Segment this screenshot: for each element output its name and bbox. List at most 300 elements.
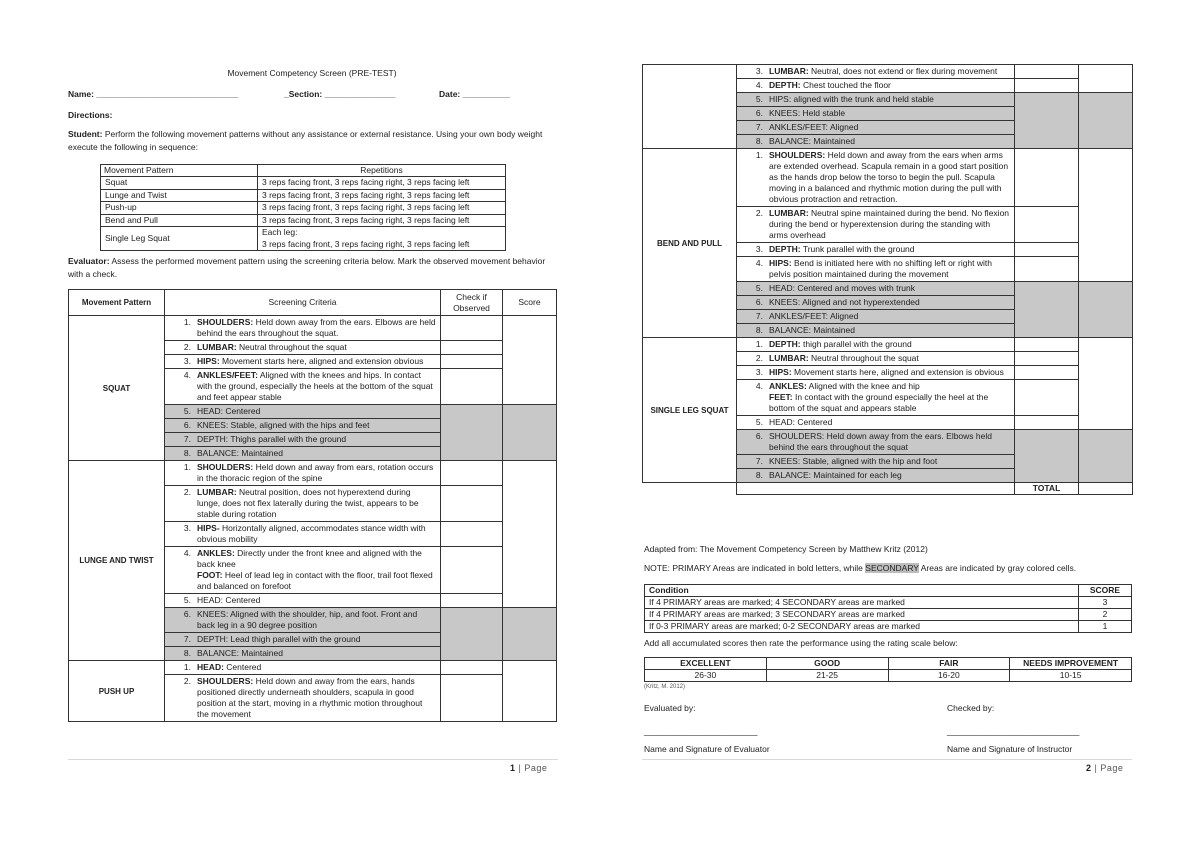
criterion-item: [169, 595, 436, 606]
movement-pattern-label: PUSH UP: [69, 661, 165, 722]
page-word: Page: [524, 763, 548, 773]
crit-header-check: Check if Observed: [441, 290, 503, 316]
criterion-primary-label: ANKLES/FEET:: [197, 370, 258, 380]
note-suffix: Areas are indicated by gray colored cells.: [918, 563, 1077, 573]
table-row: [645, 597, 1132, 609]
criterion-item: [169, 487, 436, 520]
table-row: [101, 202, 506, 215]
criterion-item: [741, 297, 1010, 308]
name-field-label: Name: ______________________________: [68, 89, 239, 99]
criterion-description: Aligned with the knees and hips. In contact with the ground, especially the heels at the bottom of the squat and feet appear stable: [197, 370, 433, 402]
condition-score-table: [644, 584, 1132, 633]
criterion-primary-label: ANKLES:: [197, 548, 235, 558]
check-cell[interactable]: [1015, 338, 1079, 352]
criterion-item: [741, 470, 1010, 481]
criterion-number: 7.: [755, 456, 763, 466]
criterion-number: 4.: [183, 548, 191, 558]
criterion-text: [769, 367, 1010, 378]
criterion-description: HIPS: aligned with the trunk and held stable: [769, 94, 934, 104]
movement-pattern-label: BEND AND PULL: [643, 149, 737, 338]
score-cell[interactable]: [1079, 430, 1133, 483]
total-score-cell: [1079, 483, 1133, 495]
movement-pattern-label: [643, 65, 737, 149]
criterion-item: [741, 339, 1010, 350]
condition-cell: If 4 PRIMARY areas are marked; 4 SECONDARY areas are marked: [645, 597, 1079, 609]
criterion-item: [741, 381, 1010, 392]
criterion-text: [769, 258, 1010, 280]
rating-fair: FAIR: [888, 658, 1010, 670]
criterion-primary-label: SHOULDERS:: [197, 317, 254, 327]
criterion-item: [741, 367, 1010, 378]
rep-value: 3 reps facing front, 3 reps facing right, 3 reps facing left: [258, 189, 506, 202]
check-cell[interactable]: [1015, 243, 1079, 257]
criterion-primary-label: DEPTH:: [769, 80, 801, 90]
criterion-primary-label: ANKLES:: [769, 381, 807, 391]
criterion-description: KNEES: Stable, aligned with the hip and foot: [769, 456, 938, 466]
check-cell[interactable]: [441, 486, 503, 522]
criterion-description: BALANCE: Maintained: [769, 325, 855, 335]
check-cell[interactable]: [1015, 149, 1079, 207]
screening-table-page1: [68, 289, 557, 722]
criterion-text: [769, 353, 1010, 364]
criterion-item: [169, 548, 436, 570]
criterion-description: Neutral throughout the squat: [808, 353, 919, 363]
single-leg-squat-section: [643, 338, 1133, 483]
score-cell[interactable]: [1079, 282, 1133, 338]
criterion-description: KNEES: Stable, aligned with the hips and feet: [197, 420, 370, 430]
check-cell[interactable]: [441, 594, 503, 608]
score-cell[interactable]: [503, 316, 557, 405]
criterion-description: Bend is initiated here with no shifting left or right with pelvis position maintained during the movement: [769, 258, 992, 279]
criterion-text: [769, 431, 1010, 453]
criterion-primary-label: HIPS:: [769, 258, 792, 268]
criterion-item: [741, 431, 1010, 453]
score-cell[interactable]: [503, 661, 557, 722]
criterion-number: 1.: [755, 150, 763, 160]
check-cell[interactable]: [1015, 257, 1079, 282]
check-cell[interactable]: [1015, 416, 1079, 430]
criterion-number: 3.: [183, 523, 191, 533]
rep-value: 3 reps facing front, 3 reps facing right, 3 reps facing left: [258, 214, 506, 227]
criterion-primary-label: LUMBAR:: [197, 342, 237, 352]
evaluator-instructions: [68, 255, 548, 281]
criterion-description: BALANCE: Maintained: [197, 448, 283, 458]
criterion-primary-label: DEPTH:: [769, 339, 801, 349]
pushup-continued-section: [643, 65, 1133, 149]
criterion-description: Chest touched the floor: [800, 80, 891, 90]
criterion-primary-label: SHOULDERS:: [197, 462, 254, 472]
criterion-number: 6.: [755, 108, 763, 118]
criterion-item: [741, 244, 1010, 255]
crit-header-score: Score: [503, 290, 557, 316]
criterion-item: [169, 317, 436, 339]
criterion-description: Aligned with the knee and hip: [806, 381, 920, 391]
rating-range: 26-30: [645, 670, 767, 682]
criterion-item: [169, 609, 436, 631]
score-cell: 1: [1079, 621, 1132, 633]
criterion-number: 2.: [755, 208, 763, 218]
table-row: [101, 189, 506, 202]
criterion-primary-label: DEPTH:: [769, 244, 801, 254]
criterion-text: [769, 108, 1010, 119]
check-cell[interactable]: [1015, 282, 1079, 338]
criterion-description: Neutral, does not extend or flex during movement: [808, 66, 998, 76]
criterion-text: [769, 381, 1010, 392]
criterion-number: 3.: [755, 66, 763, 76]
check-cell[interactable]: [441, 547, 503, 594]
criterion-number: 4.: [755, 80, 763, 90]
rep-value: 3 reps facing front, 3 reps facing right, 3 reps facing left: [258, 202, 506, 215]
score-cell[interactable]: [1079, 93, 1133, 149]
rating-range: 10-15: [1010, 670, 1132, 682]
criterion-item: [741, 283, 1010, 294]
criterion-number: 8.: [755, 325, 763, 335]
criterion-text: [769, 470, 1010, 481]
criterion-text: [769, 150, 1010, 205]
criterion-description: Movement starts here, aligned and extension is obvious: [791, 367, 1004, 377]
criterion-number: 2.: [755, 353, 763, 363]
repetitions-table: [100, 164, 506, 251]
add-scores-instruction: Add all accumulated scores then rate the performance using the rating scale below:: [644, 638, 958, 648]
lunge-section: [69, 461, 557, 661]
criterion-item: [169, 406, 436, 417]
page-number: 2 | Page: [1086, 763, 1124, 773]
criterion-text: [769, 66, 1010, 77]
criterion-description: Trunk parallel with the ground: [800, 244, 915, 254]
criterion-item: [741, 311, 1010, 322]
criterion-text: [197, 595, 436, 606]
criterion-description: BALANCE: Maintained: [769, 136, 855, 146]
criterion-number: 3.: [183, 356, 191, 366]
rating-needs-improvement: NEEDS IMPROVEMENT: [1010, 658, 1132, 670]
criterion-number: 7.: [755, 122, 763, 132]
criterion-number: [741, 392, 769, 414]
criterion-text: [197, 548, 436, 570]
criterion-text: [197, 662, 436, 673]
criterion-item: [741, 392, 1010, 414]
criterion-description: Neutral throughout the squat: [236, 342, 347, 352]
criterion-text: [197, 609, 436, 631]
check-cell[interactable]: [441, 369, 503, 405]
criterion-description: DEPTH: Lead thigh parallel with the ground: [197, 634, 361, 644]
criterion-number: 5.: [755, 283, 763, 293]
rating-excellent: EXCELLENT: [645, 658, 767, 670]
criterion-item: [741, 353, 1010, 364]
table-row: [101, 227, 506, 251]
criterion-text: [769, 244, 1010, 255]
criterion-primary-label: LUMBAR:: [769, 353, 809, 363]
criterion-number: 2.: [183, 676, 191, 686]
criterion-primary-label: HIPS:: [769, 367, 792, 377]
condition-cell: If 4 PRIMARY areas are marked; 3 SECONDARY areas are marked: [645, 609, 1079, 621]
criterion-text: [197, 462, 436, 484]
score-cell[interactable]: [503, 461, 557, 608]
criterion-item: [169, 648, 436, 659]
score-cell[interactable]: [503, 405, 557, 461]
check-cell[interactable]: [1015, 430, 1079, 483]
note-primary: PRIMARY: [672, 563, 711, 573]
criterion-item: [741, 258, 1010, 280]
criterion-number: 5.: [183, 595, 191, 605]
criterion-item: [741, 136, 1010, 147]
criterion-item: [741, 108, 1010, 119]
criterion-text: [769, 94, 1010, 105]
criterion-number: 4.: [755, 258, 763, 268]
criterion-primary-label: SHOULDERS:: [769, 150, 826, 160]
criterion-text: [769, 392, 1010, 414]
evaluated-by-label: Evaluated by:: [644, 703, 696, 713]
crit-header-criteria: Screening Criteria: [165, 290, 441, 316]
instructor-signature-caption: Name and Signature of Instructor: [947, 744, 1073, 754]
check-cell[interactable]: [441, 661, 503, 675]
criterion-number: 7.: [183, 634, 191, 644]
table-row: [645, 609, 1132, 621]
criterion-number: 5.: [755, 94, 763, 104]
condition-cell: If 0-3 PRIMARY areas are marked; 0-2 SECONDARY areas are marked: [645, 621, 1079, 633]
criterion-item: [169, 434, 436, 445]
criterion-description: KNEES: Held stable: [769, 108, 846, 118]
criterion-primary-label: HEAD:: [197, 662, 224, 672]
check-cell[interactable]: [1015, 79, 1079, 93]
criterion-number: 8.: [183, 648, 191, 658]
student-label: Student:: [68, 129, 103, 139]
criterion-text: [197, 448, 436, 459]
rep-value-line: Each leg:: [262, 227, 298, 237]
criterion-primary-label: HIPS-: [197, 523, 220, 533]
criterion-number: 8.: [183, 448, 191, 458]
criterion-text: [769, 325, 1010, 336]
criterion-text: [197, 406, 436, 417]
rating-range: 16-20: [888, 670, 1010, 682]
criterion-text: [769, 417, 1010, 428]
criterion-number: 4.: [183, 370, 191, 380]
check-cell[interactable]: [441, 341, 503, 355]
criterion-text: [197, 342, 436, 353]
criterion-description: KNEES: Aligned with the shoulder, hip, and foot. Front and back leg in a 90 degree position: [197, 609, 418, 630]
criterion-number: 8.: [755, 470, 763, 480]
criterion-description: Neutral spine maintained during the bend. No flexion during the bend or hyperextension during the standing with arms overhead: [769, 208, 1010, 240]
criterion-number: 5.: [183, 406, 191, 416]
check-cell[interactable]: [441, 608, 503, 661]
date-field-label: Date: __________: [439, 89, 510, 99]
criterion-text: [197, 634, 436, 645]
criterion-text: [197, 648, 436, 659]
criterion-item: [169, 523, 436, 545]
score-cell[interactable]: [503, 608, 557, 661]
screening-table-page2: [642, 64, 1133, 495]
check-cell[interactable]: [1015, 207, 1079, 243]
criterion-text: [197, 676, 436, 720]
criterion-text: [769, 297, 1010, 308]
note-text: [644, 563, 1076, 573]
criterion-description: HEAD: Centered and moves with trunk: [769, 283, 915, 293]
condition-header: Condition: [645, 585, 1079, 597]
page-number: 1 | Page: [510, 763, 548, 773]
criterion-primary-label: LUMBAR:: [769, 208, 809, 218]
criterion-item: [741, 94, 1010, 105]
criterion-description: thigh parallel with the ground: [800, 339, 912, 349]
criterion-number: 6.: [755, 431, 763, 441]
criterion-item: [169, 370, 436, 403]
criterion-number: 7.: [755, 311, 763, 321]
criterion-item: [169, 448, 436, 459]
criterion-number: 5.: [755, 417, 763, 427]
bend-pull-section: [643, 149, 1133, 338]
section-field-label: _Section: _______________: [284, 89, 396, 99]
score-cell: 2: [1079, 609, 1132, 621]
rep-value: [258, 227, 506, 251]
table-row: [101, 214, 506, 227]
criterion-description: DEPTH: Thighs parallel with the ground: [197, 434, 347, 444]
instructor-signature-line: ____________________________: [947, 726, 1080, 736]
criterion-primary-label: LUMBAR:: [769, 66, 809, 76]
rating-source: (Kritz, M. 2012): [644, 684, 686, 690]
movement-pattern-label: SINGLE LEG SQUAT: [643, 338, 737, 483]
check-cell[interactable]: [441, 316, 503, 341]
check-cell[interactable]: [1015, 93, 1079, 149]
check-cell[interactable]: [1015, 65, 1079, 79]
score-cell[interactable]: [1079, 149, 1133, 282]
criterion-description: KNEES: Aligned and not hyperextended: [769, 297, 920, 307]
criterion-description: SHOULDERS: Held down away from the ears. Elbows held behind the ears throughout the squat: [769, 431, 992, 452]
criterion-text: [769, 122, 1010, 133]
check-cell[interactable]: [441, 522, 503, 547]
check-cell[interactable]: [1015, 352, 1079, 366]
check-cell[interactable]: [441, 405, 503, 461]
criterion-item: [169, 342, 436, 353]
criterion-description: Heel of lead leg in contact with the floor, trail foot flexed and balanced on forefoot: [197, 570, 433, 591]
footer-divider: [642, 759, 1132, 760]
criterion-text: [769, 339, 1010, 350]
criterion-primary-label: SHOULDERS:: [197, 676, 254, 686]
criterion-primary-label: FEET:: [769, 392, 793, 402]
criterion-description: Held down and away from ears, rotation occurs in the thoracic region of the spine: [197, 462, 434, 483]
score-header: SCORE: [1079, 585, 1132, 597]
criterion-description: Directly under the front knee and aligned with the back knee: [197, 548, 422, 569]
rating-scale-table: [644, 657, 1132, 682]
criterion-description: HEAD: Centered: [197, 595, 261, 605]
criterion-number: 6.: [183, 609, 191, 619]
rep-header-pattern: Movement Pattern: [101, 165, 258, 177]
directions-label: Directions:: [68, 110, 113, 120]
criterion-number: 8.: [755, 136, 763, 146]
student-text: Perform the following movement patterns without any assistance or external resistance. Using your own body weight execute the following in sequence:: [68, 129, 543, 152]
criterion-item: [169, 420, 436, 431]
criterion-text: [769, 80, 1010, 91]
check-cell[interactable]: [441, 461, 503, 486]
table-row: [645, 621, 1132, 633]
rep-pattern: Bend and Pull: [101, 214, 258, 227]
criterion-text: [197, 523, 436, 545]
rating-range: 21-25: [766, 670, 888, 682]
criterion-number: 1.: [183, 317, 191, 327]
criterion-text: [769, 311, 1010, 322]
evaluator-signature-line: ________________________: [644, 726, 758, 736]
criterion-number: 2.: [183, 487, 191, 497]
criterion-primary-label: FOOT:: [197, 570, 223, 580]
criterion-text: [769, 283, 1010, 294]
squat-section: [69, 316, 557, 461]
criterion-primary-label: HIPS:: [197, 356, 220, 366]
evaluator-signature-caption: Name and Signature of Evaluator: [644, 744, 770, 754]
criterion-description: Horizontally aligned, accommodates stance width with obvious mobility: [197, 523, 426, 544]
criterion-item: [169, 356, 436, 367]
crit-header-pattern: Movement Pattern: [69, 290, 165, 316]
criterion-description: HEAD: Centered: [769, 417, 833, 427]
criterion-number: 2.: [183, 342, 191, 352]
footer-divider: [68, 759, 558, 760]
criterion-text: [197, 570, 436, 592]
criterion-primary-label: LUMBAR:: [197, 487, 237, 497]
criterion-row: [69, 316, 557, 341]
criterion-number: 1.: [183, 662, 191, 672]
rep-header-repetitions: Repetitions: [258, 165, 506, 177]
criterion-number: [169, 570, 197, 592]
check-cell[interactable]: [441, 675, 503, 722]
criterion-number: 3.: [755, 244, 763, 254]
criterion-description: Held down away from the ears. Elbows are held behind the ears throughout the squat.: [197, 317, 436, 338]
criterion-description: In contact with the ground especially the heel at the bottom of the squat and appears stable: [769, 392, 989, 413]
note-middle: Areas are indicated in bold letters, while: [710, 563, 866, 573]
criterion-text: [197, 434, 436, 445]
score-cell[interactable]: [1079, 338, 1133, 430]
criterion-item: [741, 80, 1010, 91]
page-word: Page: [1100, 763, 1124, 773]
rep-pattern: Lunge and Twist: [101, 189, 258, 202]
score-cell: 3: [1079, 597, 1132, 609]
criterion-number: 7.: [183, 434, 191, 444]
criterion-description: Movement starts here, aligned and extension obvious: [219, 356, 424, 366]
criterion-text: [197, 317, 436, 339]
criterion-description: Held down and away from the ears, hands positioned directly underneath shoulders, scapula in good position at the start, moving in a rhythmic motion throughout the movement: [197, 676, 423, 719]
criterion-number: 1.: [755, 339, 763, 349]
criterion-item: [169, 662, 436, 673]
evaluator-label: Evaluator:: [68, 256, 110, 266]
check-cell[interactable]: [1015, 380, 1079, 416]
criterion-item: [169, 462, 436, 484]
criterion-description: BALANCE: Maintained: [197, 648, 283, 658]
movement-pattern-label: LUNGE AND TWIST: [69, 461, 165, 661]
criterion-item: [741, 417, 1010, 428]
criterion-text: [197, 487, 436, 520]
criterion-row: [643, 149, 1133, 207]
table-row: [101, 177, 506, 190]
criterion-item: [169, 634, 436, 645]
criterion-item: [741, 122, 1010, 133]
criterion-number: 3.: [755, 367, 763, 377]
criterion-number: 6.: [755, 297, 763, 307]
check-cell[interactable]: [441, 355, 503, 369]
criterion-text: [197, 370, 436, 403]
criterion-row: [69, 661, 557, 675]
pushup-section: [69, 661, 557, 722]
criterion-description: ANKLES/FEET: Aligned: [769, 311, 859, 321]
student-instructions: [68, 128, 558, 154]
adapted-source: Adapted from: The Movement Competency Screen by Matthew Kritz (2012): [644, 544, 928, 554]
criterion-description: Centered: [223, 662, 262, 672]
criterion-description: ANKLES/FEET: Aligned: [769, 122, 859, 132]
criterion-text: [197, 420, 436, 431]
criterion-description: Held down and away from the ears when arms are extended overhead. Scapula remain in a good start position as the hands drop below the torso to begin the pull. Scapula moving in a balanced and rhythmic motion during the pull with obvious protraction and retraction.: [769, 150, 1009, 204]
criterion-text: [197, 356, 436, 367]
rep-pattern: Squat: [101, 177, 258, 190]
check-cell[interactable]: [1015, 366, 1079, 380]
page-number-value: 1: [510, 763, 516, 773]
criterion-number: 4.: [755, 381, 763, 391]
movement-pattern-label: SQUAT: [69, 316, 165, 461]
score-cell[interactable]: [1079, 65, 1133, 93]
criterion-text: [769, 136, 1010, 147]
